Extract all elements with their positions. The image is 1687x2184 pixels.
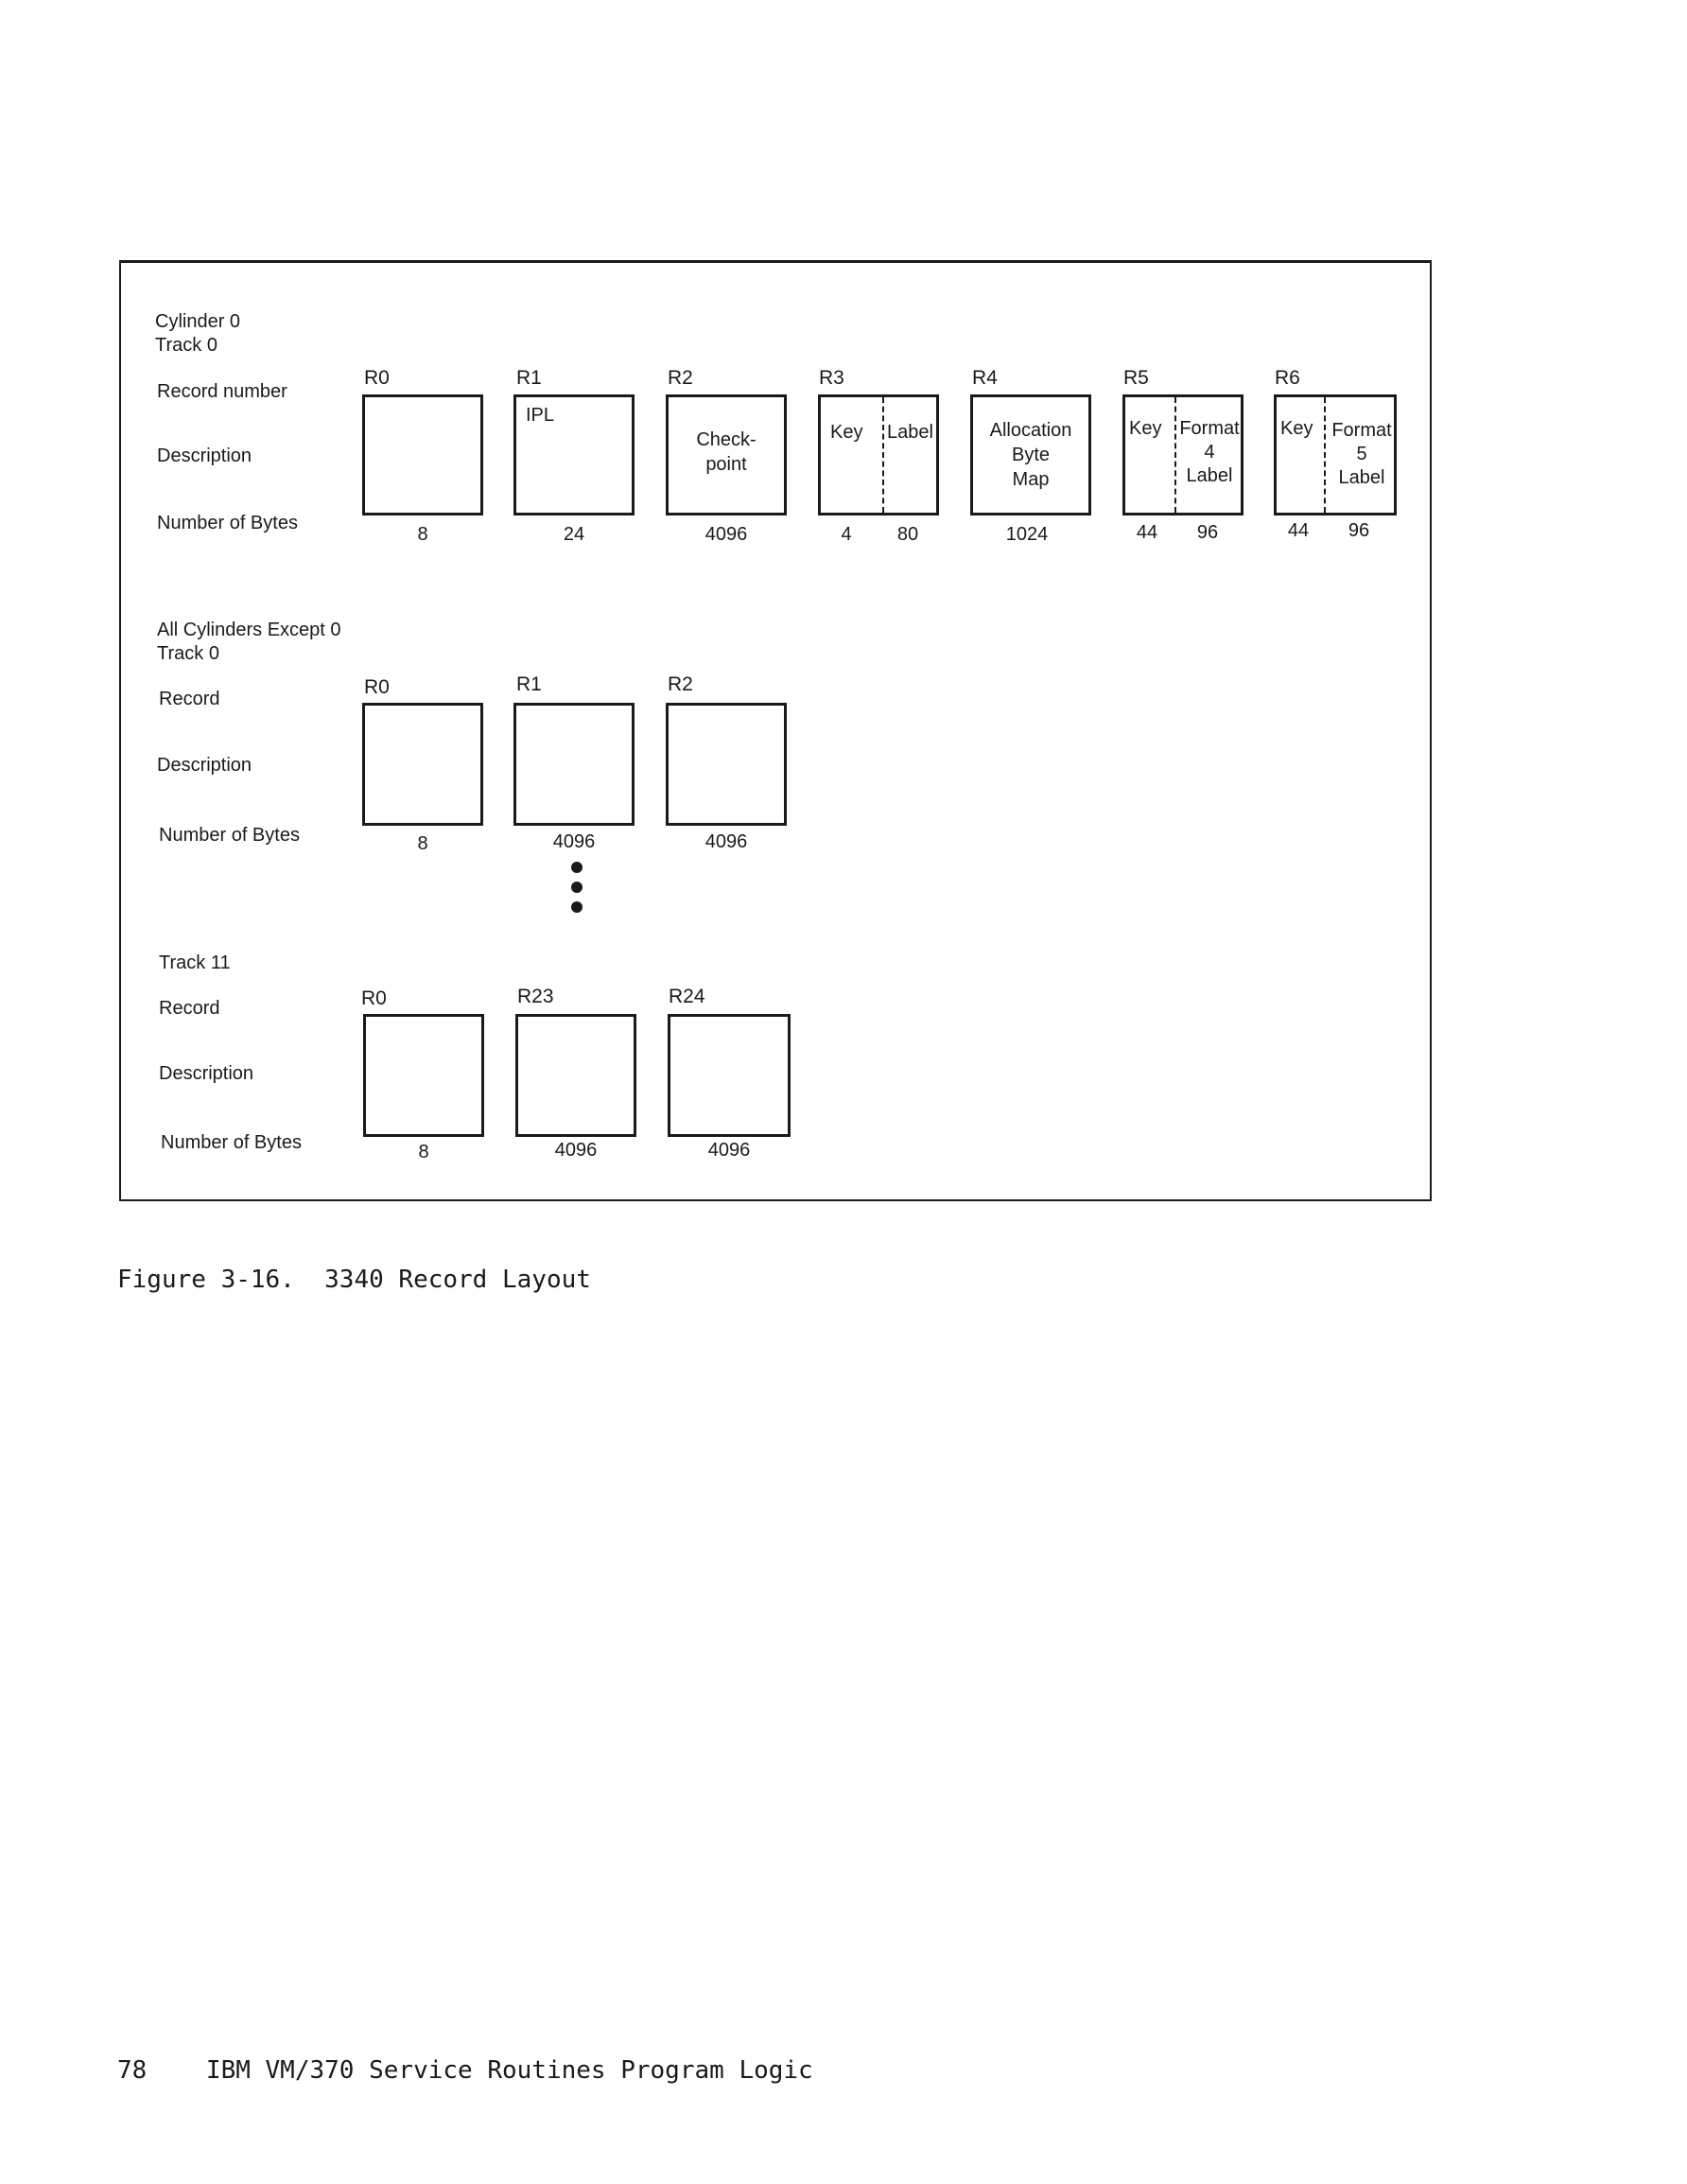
record-bytes-r0: 8 xyxy=(417,524,428,545)
record-key-r3: Key xyxy=(830,422,863,443)
record-id-r4: R4 xyxy=(972,367,998,389)
record-box-r1 xyxy=(513,394,635,515)
section2-bytes-label: Number of Bytes xyxy=(159,825,300,846)
continuation-dot xyxy=(571,882,583,893)
section2-record-label: Record xyxy=(159,689,220,709)
continuation-dot xyxy=(571,862,583,873)
record-bytes-r24: 4096 xyxy=(707,1140,751,1161)
record-id-r5: R5 xyxy=(1123,367,1149,389)
record-bytes-r2: 4096 xyxy=(704,524,748,545)
record-id-r23: R23 xyxy=(517,986,554,1007)
record-bytes-data-r6: 96 xyxy=(1348,520,1370,541)
record-data-r6-2: 5 xyxy=(1356,444,1367,464)
record-bytes-r2: 4096 xyxy=(704,831,748,852)
section1-description-label: Description xyxy=(157,446,252,466)
record-id-r0: R0 xyxy=(361,987,387,1009)
record-bytes-r1: 4096 xyxy=(552,831,596,852)
continuation-dot xyxy=(571,901,583,913)
record-bytes-data-r3: 80 xyxy=(896,524,919,545)
record-box-r0 xyxy=(363,1014,484,1137)
record-id-r0: R0 xyxy=(364,367,390,389)
record-box-r3 xyxy=(818,394,939,515)
section3-description-label: Description xyxy=(159,1063,254,1084)
record-box-r0 xyxy=(362,703,483,826)
section1-track-label: Track 0 xyxy=(155,335,217,356)
record-bytes-r0: 8 xyxy=(418,1142,429,1162)
record-box-r23 xyxy=(515,1014,636,1137)
record-data-r6-1: Format xyxy=(1331,420,1392,441)
record-box-r0 xyxy=(362,394,483,515)
record-box-r6 xyxy=(1274,394,1397,515)
record-id-r3: R3 xyxy=(819,367,844,389)
record-data-r5-3: Label xyxy=(1186,465,1233,486)
record-key-r5: Key xyxy=(1129,418,1162,439)
record-id-r0: R0 xyxy=(364,676,390,698)
record-desc-checkpoint-2: point xyxy=(705,454,747,475)
section1-record-number-label: Record number xyxy=(157,381,287,402)
record-box-r4 xyxy=(970,394,1091,515)
record-bytes-r23: 4096 xyxy=(554,1140,598,1161)
record-id-r24: R24 xyxy=(669,986,705,1007)
figure-caption: Figure 3-16. 3340 Record Layout xyxy=(117,1266,591,1294)
section2-track-label: Track 0 xyxy=(157,643,219,664)
record-desc-allocation: Allocation xyxy=(989,420,1072,441)
record-desc-checkpoint-1: Check- xyxy=(696,429,757,450)
record-data-r3: Label xyxy=(887,422,933,443)
record-data-r5-1: Format xyxy=(1179,418,1240,439)
record-bytes-r1: 24 xyxy=(563,524,585,545)
record-id-r2: R2 xyxy=(668,673,693,695)
section3-bytes-label: Number of Bytes xyxy=(161,1132,302,1153)
record-desc-ipl: IPL xyxy=(526,405,555,426)
record-id-r2: R2 xyxy=(668,367,693,389)
section1-bytes-label: Number of Bytes xyxy=(157,513,298,533)
record-id-r1: R1 xyxy=(516,673,542,695)
record-box-r2 xyxy=(666,394,787,515)
section3-track-label: Track 11 xyxy=(159,952,231,973)
record-box-r1 xyxy=(513,703,635,826)
record-box-r24 xyxy=(668,1014,791,1137)
section2-description-label: Description xyxy=(157,755,252,776)
record-bytes-r0: 8 xyxy=(417,833,428,854)
record-bytes-key-r6: 44 xyxy=(1287,520,1310,541)
section2-cylinder-label: All Cylinders Except 0 xyxy=(157,620,341,640)
record-bytes-data-r5: 96 xyxy=(1196,522,1219,543)
page-footer: 78 IBM VM/370 Service Routines Program Logic xyxy=(117,2056,813,2085)
section3-record-label: Record xyxy=(159,998,220,1019)
record-desc-byte: Byte xyxy=(1011,445,1051,465)
record-id-r6: R6 xyxy=(1275,367,1300,389)
record-id-r1: R1 xyxy=(516,367,542,389)
key-data-divider xyxy=(1324,397,1326,513)
record-key-r6: Key xyxy=(1280,418,1313,439)
record-box-r5 xyxy=(1122,394,1244,515)
record-data-r5-2: 4 xyxy=(1204,442,1215,463)
record-bytes-key-r3: 4 xyxy=(841,524,852,545)
record-box-r2 xyxy=(666,703,787,826)
record-bytes-key-r5: 44 xyxy=(1136,522,1158,543)
record-bytes-r4: 1024 xyxy=(1005,524,1049,545)
record-data-r6-3: Label xyxy=(1338,467,1385,488)
key-data-divider xyxy=(882,397,884,513)
section1-cylinder-label: Cylinder 0 xyxy=(155,311,241,332)
record-desc-map: Map xyxy=(1012,469,1050,490)
